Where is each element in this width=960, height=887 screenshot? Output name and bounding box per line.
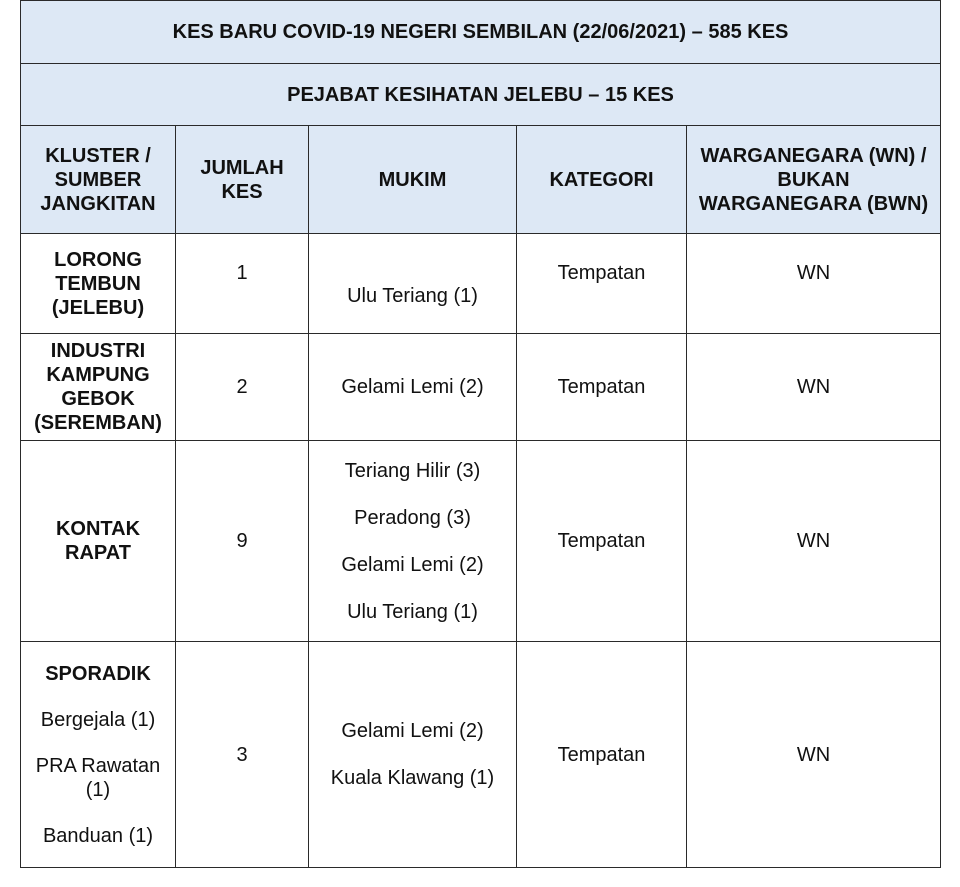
citizenship-cell: WN <box>687 642 941 868</box>
column-header-category: KATEGORI <box>517 126 687 234</box>
cluster-cell <box>21 642 176 868</box>
mukim-item: Gelami Lemi (2) <box>341 553 484 576</box>
mukim-item: Ulu Teriang (1) <box>347 284 478 307</box>
citizenship-cell: WN <box>687 334 941 441</box>
mukim-item: Teriang Hilir (3) <box>344 459 481 482</box>
table-row <box>21 234 941 334</box>
column-header-cluster: KLUSTER / SUMBER JANGKITAN <box>21 126 176 234</box>
table-row <box>21 334 941 441</box>
table-row <box>21 441 941 642</box>
category-cell: Tempatan <box>517 441 687 642</box>
category-cell <box>517 234 687 334</box>
cluster-subitem: Banduan (1) <box>42 824 154 847</box>
mukim-cell <box>309 234 517 334</box>
cluster-cell: LORONG TEMBUN (JELEBU) <box>21 234 176 334</box>
count-cell <box>176 234 309 334</box>
category-value: Tempatan <box>557 261 646 284</box>
column-header-citizenship: WARGANEGARA (WN) / BUKAN WARGANEGARA (BWN) <box>687 126 941 234</box>
cluster-subitem: Bergejala (1) <box>40 708 156 731</box>
column-header-mukim: MUKIM <box>309 126 517 234</box>
citizenship-value: WN <box>796 261 831 284</box>
cluster-cell: INDUSTRI KAMPUNG GEBOK (SEREMBAN) <box>21 334 176 441</box>
table-row <box>21 642 941 868</box>
category-cell: Tempatan <box>517 334 687 441</box>
mukim-item: Gelami Lemi (2) <box>341 720 484 742</box>
table-title: KES BARU COVID-19 NEGERI SEMBILAN (22/06/2021) – 585 KES <box>21 1 941 64</box>
column-header-count: JUMLAH KES <box>176 126 309 234</box>
cluster-cell: KONTAK RAPAT <box>21 441 176 642</box>
mukim-cell <box>309 334 517 441</box>
citizenship-cell <box>687 234 941 334</box>
mukim-item: Ulu Teriang (1) <box>347 600 478 623</box>
covid-cases-table <box>20 0 941 868</box>
mukim-cell <box>309 441 517 642</box>
citizenship-cell: WN <box>687 441 941 642</box>
count-cell: 3 <box>176 642 309 868</box>
category-cell: Tempatan <box>517 642 687 868</box>
count-cell: 9 <box>176 441 309 642</box>
mukim-item: Gelami Lemi (2) <box>341 376 484 398</box>
mukim-item: Peradong (3) <box>354 506 471 529</box>
office-title: PEJABAT KESIHATAN JELEBU – 15 KES <box>21 64 941 126</box>
cluster-subitem: PRA Rawatan (1) <box>35 754 161 801</box>
count-value: 1 <box>236 261 248 284</box>
mukim-cell <box>309 642 517 868</box>
cluster-name: SPORADIK <box>45 662 151 685</box>
mukim-item: Kuala Klawang (1) <box>330 767 495 789</box>
count-cell: 2 <box>176 334 309 441</box>
